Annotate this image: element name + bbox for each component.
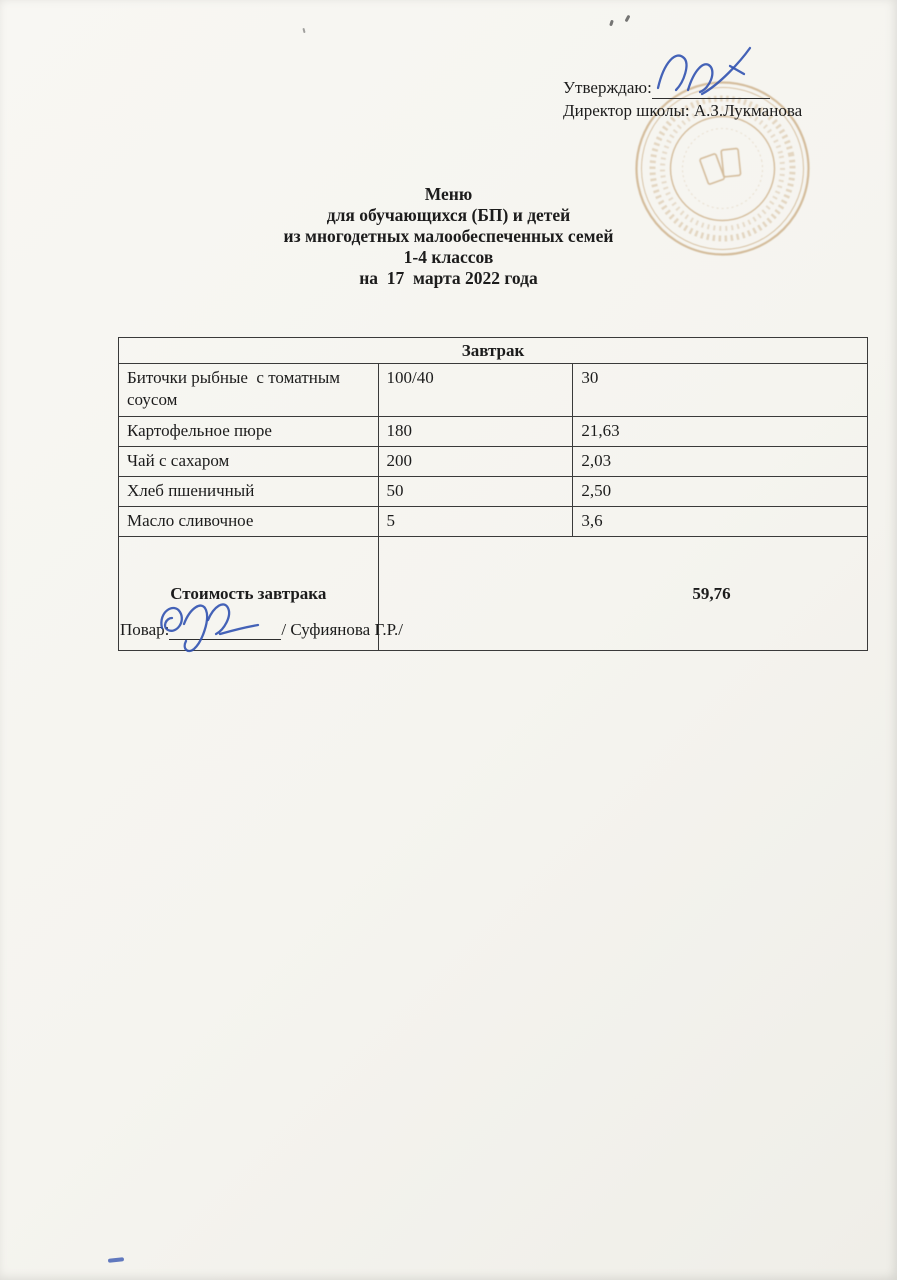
director-signature bbox=[650, 42, 770, 104]
scan-speck bbox=[625, 15, 631, 23]
title-line: Меню bbox=[424, 184, 473, 204]
director-line: Директор школы: А.З.Лукманова bbox=[563, 101, 803, 120]
table-row bbox=[119, 507, 868, 537]
price-cell: 2,03 bbox=[573, 447, 868, 477]
scan-speck bbox=[302, 28, 305, 33]
table-row bbox=[119, 447, 868, 477]
title-line: из многодетных малообеспеченных семей bbox=[283, 226, 614, 246]
portion-cell: 5 bbox=[378, 507, 573, 537]
title-line: 1-4 классов bbox=[403, 247, 494, 267]
title-line: на 17 марта 2022 года bbox=[359, 268, 538, 288]
title-line: для обучающихся (БП) и детей bbox=[326, 205, 571, 225]
total-value-cell bbox=[378, 537, 867, 650]
cook-label: Повар: bbox=[120, 620, 170, 639]
section-header-row bbox=[119, 338, 868, 364]
price-cell: 3,6 bbox=[573, 507, 868, 537]
scan-speck bbox=[609, 20, 614, 27]
portion-cell: 200 bbox=[378, 447, 573, 477]
dish-cell: Масло сливочное bbox=[119, 507, 379, 537]
dish-cell: Хлеб пшеничный bbox=[119, 477, 379, 507]
price-cell: 21,63 bbox=[573, 417, 868, 447]
table-row bbox=[119, 417, 868, 447]
price-cell: 30 bbox=[573, 364, 868, 417]
document-title bbox=[0, 184, 897, 289]
dish-cell: Картофельное пюре bbox=[119, 417, 379, 447]
approve-label: Утверждаю: bbox=[563, 78, 652, 97]
cook-name: / Суфиянова Г.Р./ bbox=[281, 620, 403, 639]
cook-signature bbox=[150, 592, 280, 654]
table-row bbox=[119, 477, 868, 507]
total-label: Стоимость завтрака bbox=[119, 537, 379, 650]
portion-cell: 180 bbox=[378, 417, 573, 447]
price-cell: 2,50 bbox=[573, 477, 868, 507]
portion-cell: 100/40 bbox=[378, 364, 573, 417]
dish-cell: Чай с сахаром bbox=[119, 447, 379, 477]
section-header: Завтрак bbox=[119, 338, 868, 364]
pen-mark bbox=[108, 1257, 124, 1263]
dish-cell: Биточки рыбные с томатным соусом bbox=[119, 364, 379, 417]
total-value: 59,76 bbox=[692, 583, 731, 603]
table-row bbox=[119, 364, 868, 417]
portion-cell: 50 bbox=[378, 477, 573, 507]
